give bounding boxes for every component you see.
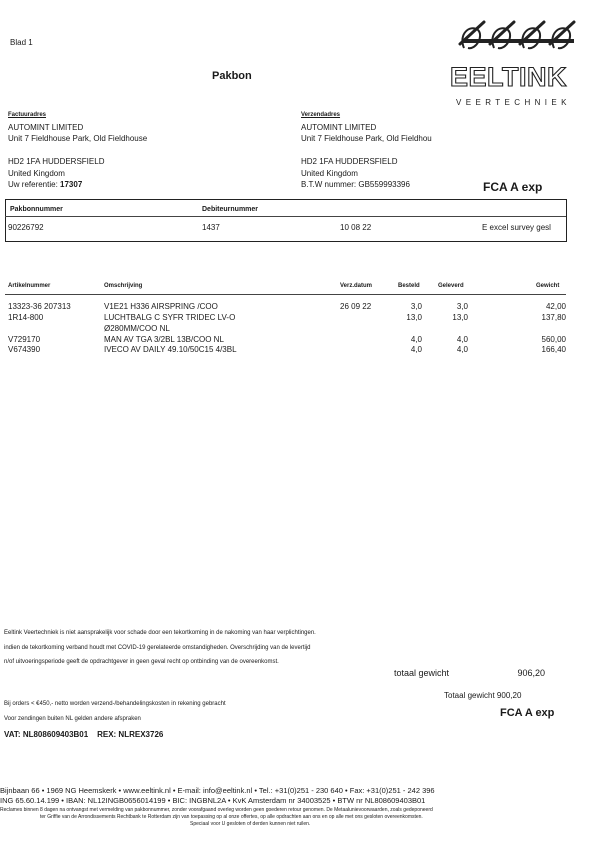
pakbon-number: 90226792	[8, 223, 44, 232]
row-weight: 166,40	[541, 345, 566, 354]
pakbon-date: 10 08 22	[340, 223, 372, 232]
page-title: Pakbon	[212, 70, 252, 82]
net-weight-label: totaal gewicht	[394, 668, 450, 678]
pakbon-box-divider	[5, 216, 566, 217]
rex-number: REX: NLREX3726	[97, 730, 164, 739]
row-ordered: 3,0	[410, 302, 422, 311]
debtor-number: 1437	[202, 223, 220, 232]
col-description: Omschrijving	[104, 283, 143, 289]
footer-terms: Speciaal voor U gesloten of derden kunnen niet ruilen.	[190, 821, 311, 827]
col-weight: Gewicht	[536, 283, 560, 289]
row-ordered: 4,0	[410, 335, 422, 344]
row-delivered: 13,0	[452, 313, 468, 322]
shipping-heading: Verzendadres	[301, 112, 341, 118]
row-delivered: 3,0	[456, 302, 468, 311]
shipping-street: Unit 7 Fieldhouse Park, Old Fieldhou	[301, 134, 432, 143]
logo-wordmark: EELTINK	[450, 62, 567, 92]
row-article: V674390	[8, 345, 41, 354]
row-ordered: 4,0	[410, 345, 422, 354]
gross-weight: Totaal gewicht 900,20	[444, 691, 522, 700]
vat-rex-line	[4, 730, 163, 739]
row-description: V1E21 H336 AIRSPRING /COO	[104, 302, 218, 311]
row-weight: 42,00	[545, 302, 566, 311]
page-label: Blad 1	[10, 38, 33, 47]
row-article: 1R14-800	[8, 313, 44, 322]
row-article: 13323-36 207313	[8, 302, 71, 311]
shipping-vat: B.T.W nummer: GB559993396	[301, 180, 410, 189]
disclaimer-line: Eeltink Veertechniek is niet aansprakelijk voor schade door een tekortkoming in de nakoming van haar verplichtingen.	[4, 630, 316, 636]
reference-value: 17307	[60, 180, 83, 189]
shipping-city: HD2 1FA HUDDERSFIELD	[301, 157, 398, 166]
col-delivered: Geleverd	[438, 283, 464, 289]
pakbon-number-label: Pakbonnummer	[10, 206, 63, 213]
billing-country: United Kingdom	[8, 169, 65, 178]
footer-banking: ING 65.60.14.199 • IBAN: NL12INGB0656014199 • BIC: INGBNL2A • KvK Amsterdam nr 34003525 • BTW nr NL808609403B01	[0, 796, 426, 805]
foreign-shipping-note: Voor zendingen buiten NL gelden andere afspraken	[4, 716, 141, 722]
row-weight: 560,00	[541, 335, 566, 344]
billing-street: Unit 7 Fieldhouse Park, Old Fieldhouse	[8, 134, 148, 143]
net-weight-value: 906,20	[517, 668, 545, 678]
row-description: LUCHTBALG C SYFR TRIDEC LV-O	[104, 313, 236, 322]
row-delivered: 4,0	[456, 345, 468, 354]
billing-company: AUTOMINT LIMITED	[8, 123, 84, 132]
shipping-country: United Kingdom	[301, 169, 358, 178]
disclaimer-line: indien de tekortkoming verband houdt met COVID-19 gerelateerde omstandigheden. Overschrijding van de levertijd	[4, 645, 311, 651]
row-description: IVECO AV DAILY 49.10/50C15 4/3BL	[104, 345, 237, 354]
debtor-number-label: Debiteurnummer	[202, 206, 259, 213]
row-weight: 137,80	[541, 313, 566, 322]
row-ship-date: 26 09 22	[340, 302, 372, 311]
shipping-company: AUTOMINT LIMITED	[301, 123, 377, 132]
incoterm-top: FCA A exp	[483, 180, 543, 194]
footer-contact: Bijnbaan 66 • 1969 NG Heemskerk • www.eeltink.nl • E-mail: info@eeltink.nl • Tel.: +31(0)251 - 230 640 • Fax: +31(0)251 - 242 396	[0, 786, 435, 795]
vat-number: VAT: NL808609403B01	[4, 730, 89, 739]
billing-heading: Factuuradres	[8, 112, 47, 118]
pakbon-note: E excel survey gesl	[482, 223, 551, 232]
billing-city: HD2 1FA HUDDERSFIELD	[8, 157, 105, 166]
reference-label: Uw referentie:	[8, 180, 58, 189]
incoterm-bottom: FCA A exp	[500, 707, 555, 719]
col-ship-date: Verz.datum	[340, 283, 373, 289]
footer-terms: ter Griffie van de Arrondissements Rechtbank te Rotterdam zijn van toepassing op al onze offertes, op alle opdrachten aan ons en op alle met ons gesloten overeenkomsten.	[40, 814, 423, 820]
col-article: Artikelnummer	[8, 283, 51, 289]
row-ordered: 13,0	[406, 313, 422, 322]
spring-icon	[448, 14, 580, 64]
row-description: MAN AV TGA 3/2BL 13B/COO NL	[104, 335, 224, 344]
shipping-cost-note: Bij orders < €450,- netto worden verzend-/behandelingskosten in rekening gebracht	[4, 701, 226, 707]
eeltink-logo	[448, 14, 580, 114]
logo-tagline: VEERTECHNIEK	[456, 98, 571, 107]
billing-reference	[8, 180, 82, 189]
pakbon-info-box	[5, 199, 567, 242]
row-description: Ø280MM/COO NL	[104, 324, 170, 333]
disclaimer-line: n/of uitvoeringsperiode geeft de opdrachtgever in geen geval recht op ontbinding van de overeenkomst.	[4, 659, 279, 665]
col-ordered: Besteld	[398, 283, 420, 289]
row-article: V729170	[8, 335, 41, 344]
row-delivered: 4,0	[456, 335, 468, 344]
table-header-rule	[5, 294, 566, 295]
footer-terms: Reclames binnen 8 dagen na ontvangst met vermelding van pakbonnummer, zonder voorafgaand overleg worden geen goederen retour genomen. De Metaalunievoorwaarden, zoals gedeponeerd	[0, 807, 433, 813]
